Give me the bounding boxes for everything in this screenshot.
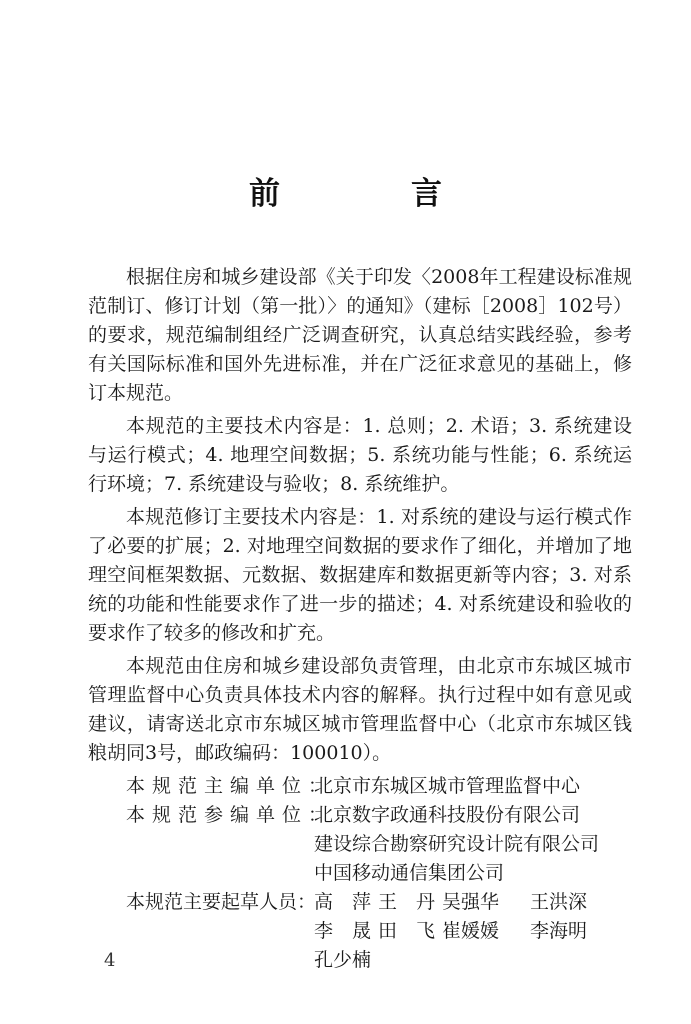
body-text <box>88 263 632 975</box>
paragraph-basis: 根据住房和城乡建设部《关于印发〈2008年工程建设标准规范制订、修订计划（第一批）〉的通知》（建标［2008］102号）的要求，规范编制组经广泛调查研究，认真总结实践经验，参考有关国际标准和国外先进标准，并在广泛征求意见的基础上，修订本规范。 <box>88 266 632 404</box>
participating-label: 本规范参编单位： <box>126 804 335 826</box>
drafters-list <box>314 888 632 975</box>
participating-row <box>88 801 632 888</box>
chief-editor-row <box>88 772 632 801</box>
paragraph-management: 本规范由住房和城乡建设部负责管理，由北京市东城区城市管理监督中心负责具体技术内容的解释。执行过程中如有意见或建议，请寄送北京市东城区城市管理监督中心（北京市东城区钱粮胡同3号，邮政编码：100010）。 <box>88 655 632 764</box>
participating-unit: 中国移动通信集团公司 <box>314 862 505 884</box>
drafter-name: 田 飞 <box>378 920 436 942</box>
paragraph-main-content: 本规范的主要技术内容是：1. 总则；2. 术语；3. 系统建设与运行模式；4. 地理空间数据；5. 系统功能与性能；6. 系统运行环境；7. 系统建设与验收；8. 系统维护。 <box>88 415 632 495</box>
participating-unit: 北京数字政通科技股份有限公司 <box>314 804 581 826</box>
units-section <box>88 772 632 975</box>
paragraph-revision-content: 本规范修订主要技术内容是：1. 对系统的建设与运行模式作了必要的扩展；2. 对地理空间数据的要求作了细化，并增加了地理空间框架数据、元数据、数据建库和数据更新等内容；3. 对系统的功能和性能要求作了进一步的描述；4. 对系统建设和验收的要求作了较多的修改和扩充。 <box>88 506 632 644</box>
participating-unit: 建设综合勘察研究设计院有限公司 <box>314 833 600 855</box>
drafters-row <box>88 888 632 975</box>
chief-editor-label: 本规范主编单位： <box>126 775 335 797</box>
drafter-name: 王洪深 <box>530 891 588 913</box>
page-title: 前 言 <box>249 176 492 212</box>
drafter-name: 王 丹 <box>378 891 436 913</box>
chief-editor-value: 北京市东城区城市管理监督中心 <box>314 775 581 797</box>
drafters-label: 本规范主要起草人员： <box>126 891 317 913</box>
drafter-name: 李 晟 <box>314 920 372 942</box>
drafter-name: 孔少楠 <box>314 949 372 971</box>
drafter-name: 高 萍 <box>314 891 372 913</box>
drafter-name: 李海明 <box>530 920 588 942</box>
drafter-name: 崔媛媛 <box>442 920 500 942</box>
page-number: 4 <box>104 950 116 971</box>
drafter-name: 吴强华 <box>442 891 500 913</box>
